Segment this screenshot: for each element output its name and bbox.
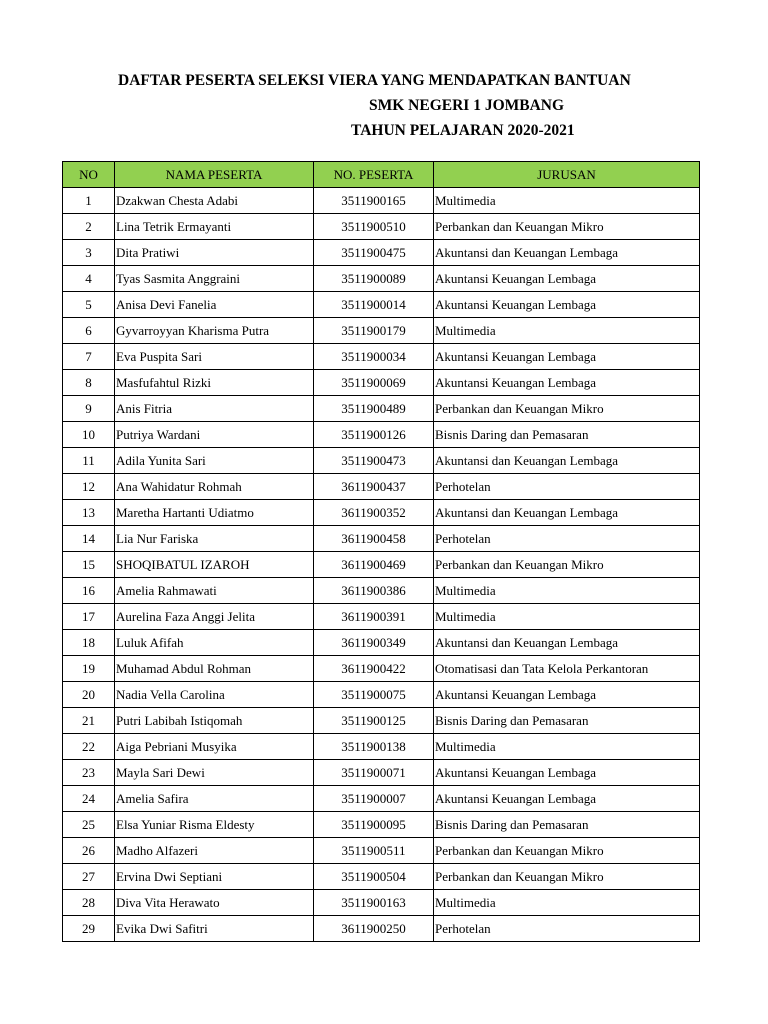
row-number: 7	[63, 344, 115, 370]
participant-name: Amelia Safira	[115, 786, 314, 812]
row-number: 6	[63, 318, 115, 344]
row-number: 21	[63, 708, 115, 734]
table-row	[63, 240, 700, 266]
participant-number: 3511900179	[314, 318, 434, 344]
participant-number: 3511900126	[314, 422, 434, 448]
school-name: SMK NEGERI 1 JOMBANG	[369, 97, 565, 114]
row-number: 29	[63, 916, 115, 942]
row-number: 13	[63, 500, 115, 526]
participant-name: Anisa Devi Fanelia	[115, 292, 314, 318]
header-no: NO	[63, 162, 115, 188]
participant-name: Ervina Dwi Septiani	[115, 864, 314, 890]
participant-number: 3511900125	[314, 708, 434, 734]
row-number: 1	[63, 188, 115, 214]
major: Bisnis Daring dan Pemasaran	[434, 422, 700, 448]
major: Akuntansi dan Keuangan Lembaga	[434, 630, 700, 656]
participant-number: 3511900138	[314, 734, 434, 760]
table-row	[63, 500, 700, 526]
participant-number: 3511900034	[314, 344, 434, 370]
table-row	[63, 708, 700, 734]
participant-name: Nadia Vella Carolina	[115, 682, 314, 708]
table-row	[63, 448, 700, 474]
row-number: 14	[63, 526, 115, 552]
header-jurusan: JURUSAN	[434, 162, 700, 188]
row-number: 16	[63, 578, 115, 604]
major: Multimedia	[434, 890, 700, 916]
row-number: 26	[63, 838, 115, 864]
participant-name: Madho Alfazeri	[115, 838, 314, 864]
row-number: 28	[63, 890, 115, 916]
participant-number: 3511900071	[314, 760, 434, 786]
school-year: TAHUN PELAJARAN 2020-2021	[351, 122, 575, 139]
major: Multimedia	[434, 318, 700, 344]
participant-number: 3511900511	[314, 838, 434, 864]
participant-number: 3611900458	[314, 526, 434, 552]
major: Akuntansi dan Keuangan Lembaga	[434, 448, 700, 474]
table-row	[63, 682, 700, 708]
participant-name: Lia Nur Fariska	[115, 526, 314, 552]
major: Otomatisasi dan Tata Kelola Perkantoran	[434, 656, 700, 682]
participant-name: Aiga Pebriani Musyika	[115, 734, 314, 760]
participant-number: 3611900250	[314, 916, 434, 942]
header-no-peserta: NO. PESERTA	[314, 162, 434, 188]
header-nama-peserta: NAMA PESERTA	[115, 162, 314, 188]
participant-name: Evika Dwi Safitri	[115, 916, 314, 942]
major: Multimedia	[434, 578, 700, 604]
row-number: 18	[63, 630, 115, 656]
major: Multimedia	[434, 188, 700, 214]
table-row	[63, 916, 700, 942]
row-number: 9	[63, 396, 115, 422]
row-number: 12	[63, 474, 115, 500]
row-number: 8	[63, 370, 115, 396]
participant-name: Dzakwan Chesta Adabi	[115, 188, 314, 214]
major: Akuntansi dan Keuangan Lembaga	[434, 500, 700, 526]
participant-name: Ana Wahidatur Rohmah	[115, 474, 314, 500]
major: Perhotelan	[434, 526, 700, 552]
table-row	[63, 344, 700, 370]
participant-name: Amelia Rahmawati	[115, 578, 314, 604]
participant-name: Putriya Wardani	[115, 422, 314, 448]
participant-number: 3611900352	[314, 500, 434, 526]
table-row	[63, 604, 700, 630]
row-number: 4	[63, 266, 115, 292]
participant-name: Mayla Sari Dewi	[115, 760, 314, 786]
table-row	[63, 812, 700, 838]
major: Akuntansi Keuangan Lembaga	[434, 682, 700, 708]
table-row	[63, 838, 700, 864]
participant-number: 3511900510	[314, 214, 434, 240]
table-row	[63, 864, 700, 890]
participant-name: Adila Yunita Sari	[115, 448, 314, 474]
participant-name: SHOQIBATUL IZAROH	[115, 552, 314, 578]
participant-name: Putri Labibah Istiqomah	[115, 708, 314, 734]
participant-number: 3611900391	[314, 604, 434, 630]
participant-number: 3611900422	[314, 656, 434, 682]
major: Akuntansi Keuangan Lembaga	[434, 292, 700, 318]
table-row	[63, 318, 700, 344]
row-number: 23	[63, 760, 115, 786]
row-number: 25	[63, 812, 115, 838]
major: Akuntansi Keuangan Lembaga	[434, 786, 700, 812]
table-row	[63, 474, 700, 500]
row-number: 15	[63, 552, 115, 578]
major: Akuntansi Keuangan Lembaga	[434, 760, 700, 786]
table-row	[63, 890, 700, 916]
table-row	[63, 578, 700, 604]
major: Bisnis Daring dan Pemasaran	[434, 812, 700, 838]
participant-name: Diva Vita Herawato	[115, 890, 314, 916]
row-number: 20	[63, 682, 115, 708]
participant-number: 3511900014	[314, 292, 434, 318]
major: Bisnis Daring dan Pemasaran	[434, 708, 700, 734]
participant-number: 3611900386	[314, 578, 434, 604]
participant-number: 3511900165	[314, 188, 434, 214]
row-number: 17	[63, 604, 115, 630]
table-row	[63, 188, 700, 214]
participant-number: 3511900475	[314, 240, 434, 266]
major: Multimedia	[434, 734, 700, 760]
participant-name: Elsa Yuniar Risma Eldesty	[115, 812, 314, 838]
major: Perbankan dan Keuangan Mikro	[434, 552, 700, 578]
table-row	[63, 630, 700, 656]
major: Perhotelan	[434, 916, 700, 942]
row-number: 3	[63, 240, 115, 266]
participant-number: 3511900163	[314, 890, 434, 916]
participant-name: Maretha Hartanti Udiatmo	[115, 500, 314, 526]
participant-number: 3511900473	[314, 448, 434, 474]
participant-number: 3611900349	[314, 630, 434, 656]
table-row	[63, 292, 700, 318]
table-row	[63, 396, 700, 422]
major: Perbankan dan Keuangan Mikro	[434, 214, 700, 240]
participant-name: Eva Puspita Sari	[115, 344, 314, 370]
participant-name: Aurelina Faza Anggi Jelita	[115, 604, 314, 630]
participant-name: Masfufahtul Rizki	[115, 370, 314, 396]
participant-number: 3511900095	[314, 812, 434, 838]
participant-number: 3511900069	[314, 370, 434, 396]
row-number: 22	[63, 734, 115, 760]
participant-name: Tyas Sasmita Anggraini	[115, 266, 314, 292]
table-row	[63, 422, 700, 448]
major: Multimedia	[434, 604, 700, 630]
table-row	[63, 734, 700, 760]
row-number: 24	[63, 786, 115, 812]
table-row	[63, 552, 700, 578]
participant-number: 3511900489	[314, 396, 434, 422]
row-number: 5	[63, 292, 115, 318]
participant-number: 3511900075	[314, 682, 434, 708]
table-row	[63, 370, 700, 396]
major: Akuntansi Keuangan Lembaga	[434, 266, 700, 292]
table-row	[63, 214, 700, 240]
row-number: 10	[63, 422, 115, 448]
participant-name: Anis Fitria	[115, 396, 314, 422]
participant-name: Muhamad Abdul Rohman	[115, 656, 314, 682]
major: Akuntansi Keuangan Lembaga	[434, 370, 700, 396]
participant-number: 3511900089	[314, 266, 434, 292]
row-number: 27	[63, 864, 115, 890]
table-header-row	[63, 162, 700, 188]
major: Perbankan dan Keuangan Mikro	[434, 838, 700, 864]
participant-number: 3511900007	[314, 786, 434, 812]
row-number: 2	[63, 214, 115, 240]
table-row	[63, 786, 700, 812]
major: Perhotelan	[434, 474, 700, 500]
participant-number: 3611900469	[314, 552, 434, 578]
participant-name: Dita Pratiwi	[115, 240, 314, 266]
participants-table	[62, 161, 700, 942]
participant-number: 3511900504	[314, 864, 434, 890]
table-row	[63, 760, 700, 786]
participant-name: Gyvarroyyan Kharisma Putra	[115, 318, 314, 344]
participant-name: Luluk Afifah	[115, 630, 314, 656]
table-row	[63, 656, 700, 682]
major: Perbankan dan Keuangan Mikro	[434, 396, 700, 422]
table-row	[63, 526, 700, 552]
row-number: 11	[63, 448, 115, 474]
major: Perbankan dan Keuangan Mikro	[434, 864, 700, 890]
row-number: 19	[63, 656, 115, 682]
participant-name: Lina Tetrik Ermayanti	[115, 214, 314, 240]
major: Akuntansi Keuangan Lembaga	[434, 344, 700, 370]
participant-number: 3611900437	[314, 474, 434, 500]
table-row	[63, 266, 700, 292]
document-title: DAFTAR PESERTA SELEKSI VIERA YANG MENDAPATKAN BANTUAN	[118, 72, 631, 89]
major: Akuntansi dan Keuangan Lembaga	[434, 240, 700, 266]
